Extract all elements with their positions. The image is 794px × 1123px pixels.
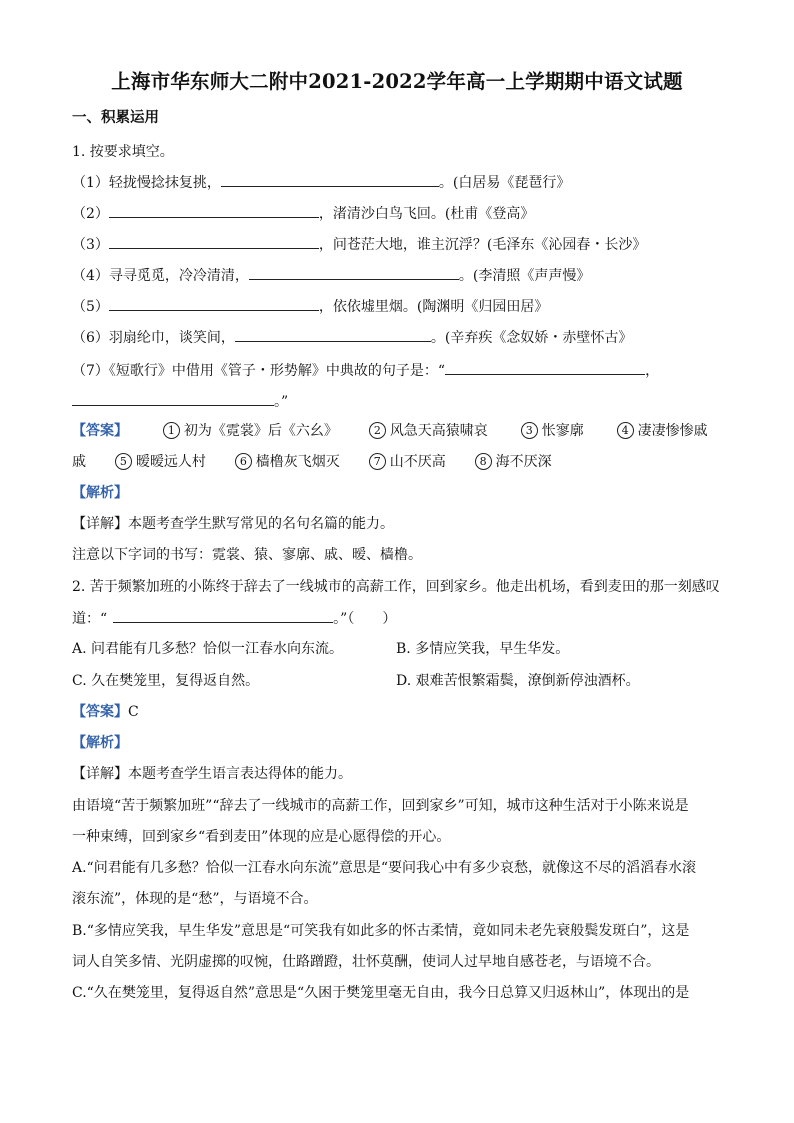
section-heading: 一、积累运用: [72, 109, 159, 126]
q2-para-b-line-2: 词人自笑多情、光阴虚掷的叹惋，仕路蹭蹬，壮怀莫酬，使词人过早地自感苍老，与语境不合。: [72, 954, 660, 970]
q2-para-1-line-2: 一种束缚，回到家乡“看到麦田”体现的应是心愿得偿的开心。: [72, 829, 451, 845]
q1-item-5: （5） ，依依墟里烟。(陶渊明《归园田居》: [72, 299, 549, 315]
answer-item-2: 2 风急天高猿啸哀: [369, 422, 488, 440]
answer-blank[interactable]: [109, 235, 319, 249]
q2-option-a[interactable]: A. 问君能有几多愁？恰似一江春水向东流。: [72, 641, 344, 657]
q1-item-1: （1）轻拢慢捻抹复挑， 。(白居易《琵琶行》: [72, 175, 571, 191]
answer-blank[interactable]: [235, 328, 431, 342]
answer-item-5: 5 暧暧远人村: [115, 453, 206, 471]
q2-analysis-tag: 【解析】: [72, 735, 128, 751]
q1-item-4: （4）寻寻觅觅，冷冷清清， 。(李清照《声声慢》: [72, 268, 591, 284]
q1-detail: 【详解】本题考查学生默写常见的名句名篇的能力。: [72, 516, 394, 532]
q1-answer-line-1: [72, 422, 708, 440]
q2-para-b-line-1: B.“多情应笑我，早生华发”意思是“可笑我有如此多的怀古柔情，竟如同未老先衰般鬓发斑白”，这是: [72, 923, 690, 939]
answer-item-3: 3 怅寥廓: [521, 422, 584, 440]
q1-stem: 1. 按要求填空。: [72, 144, 174, 160]
q1-item-7: （7）《短歌行》中借用《管子・形势解》中典故的句子是：“ ，: [72, 363, 660, 379]
q1-note: 注意以下字词的书写：霓裳、猿、寥廓、戚、暧、樯橹。: [72, 547, 422, 563]
q1-answer-line-2: 戚 5 暧暧远人村 6 樯橹灰飞烟灭 7 山不厌高 8 海不厌深: [72, 454, 552, 470]
q1-item-2: （2） ，渚清沙白鸟飞回。(杜甫《登高》: [72, 206, 535, 222]
answer-blank[interactable]: [72, 392, 274, 406]
answer-item-4: 4 凄凄惨惨戚: [617, 422, 708, 440]
answer-blank[interactable]: [445, 361, 645, 375]
q2-para-c-line-1: C.“久在樊笼里，复得返自然”意思是“久困于樊笼里毫无自由，我今日总算又归返林山”，体现出的是: [72, 985, 690, 1001]
q2-option-c[interactable]: C. 久在樊笼里，复得返自然。: [72, 673, 260, 689]
q1-item-6: （6）羽扇纶巾，谈笑间， 。(辛弃疾《念奴娇・赤壁怀古》: [72, 330, 633, 346]
q2-para-a-line-1: A.“问君能有几多愁？恰似一江春水向东流”意思是“要问我心中有多少哀愁，就像这不尽的滔滔春水滚: [72, 860, 697, 876]
q1-item-7-cont: 。”: [72, 392, 288, 411]
q2-option-d[interactable]: D. 艰难苦恨繁霜鬓，潦倒新停浊酒杯。: [396, 673, 640, 689]
answer-blank[interactable]: [221, 173, 439, 187]
q2-para-1-line-1: 由语境“苦于频繁加班”“辞去了一线城市的高薪工作，回到家乡”可知，城市这种生活对于小陈来说是: [72, 798, 689, 814]
q2-option-b[interactable]: B. 多情应笑我，早生华发。: [396, 641, 570, 657]
q2-answer: 【答案】C: [72, 704, 139, 720]
answer-item-6: 6 樯橹灰飞烟灭: [235, 453, 340, 471]
answer-blank[interactable]: [113, 609, 333, 623]
answer-blank[interactable]: [249, 266, 459, 280]
answer-blank[interactable]: [109, 204, 319, 218]
q2-para-a-line-2: 滚东流”，体现的是“愁”，与语境不合。: [72, 891, 318, 907]
q1-item-3: （3） ，问苍茫大地，谁主沉浮？(毛泽东《沁园春・长沙》: [72, 237, 647, 253]
answer-blank[interactable]: [109, 297, 319, 311]
q2-stem-line-2: 道：“ 。”（ ）: [72, 611, 397, 627]
answer-item-7: 7 山不厌高: [369, 453, 446, 471]
analysis-tag: 【解析】: [72, 485, 128, 501]
answer-item-1: 1 初为《霓裳》后《六幺》: [163, 422, 338, 440]
answer-item-8: 8 海不厌深: [475, 453, 552, 471]
answer-tag: 【答案】: [72, 423, 128, 439]
q2-stem-line-1: 2. 苦于频繁加班的小陈终于辞去了一线城市的高薪工作，回到家乡。他走出机场，看到麦田的那一刻感叹: [72, 579, 720, 595]
page-title: 上海市华东师大二附中2021-2022学年高一上学期期中语文试题: [111, 70, 683, 93]
q2-detail: 【详解】本题考查学生语言表达得体的能力。: [72, 766, 352, 782]
